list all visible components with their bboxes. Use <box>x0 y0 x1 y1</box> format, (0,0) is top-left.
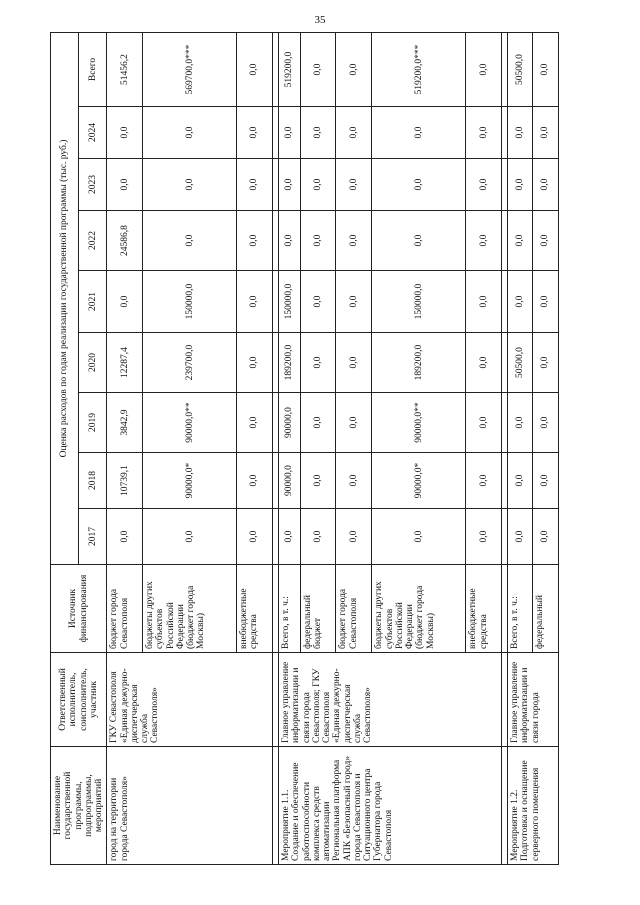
value-cell: 0,0 <box>466 509 502 565</box>
measure-executor: Главное управление информатизации и связи города Севастополя; ГКУ Севастополя «Единая дежурно-диспетчерская служба Севастополя» <box>279 653 502 747</box>
measure-name: Мероприятие 1.1. Создание и обеспечение работоспособности комплекса средств автоматизации Региональная платформа АПК «Безопасный город» города Севастополя и Ситуационного центра Губернатора города Севастополя <box>279 747 502 865</box>
value-cell: 0,0 <box>237 107 273 159</box>
value-cell: 0,0 <box>143 159 237 211</box>
value-cell: 150000,0 <box>279 271 301 333</box>
value-cell: 0,0 <box>508 393 533 453</box>
header-year: 2017 <box>79 509 107 565</box>
value-cell: 0,0 <box>279 159 301 211</box>
header-year: 2019 <box>79 393 107 453</box>
funding-source: федеральный бюджет <box>300 565 336 653</box>
header-source: Источник финансирования <box>51 565 107 653</box>
value-cell: 12287,4 <box>107 333 143 393</box>
header-total: Всего <box>79 32 107 106</box>
value-cell: 0,0 <box>107 509 143 565</box>
value-cell: 90000,0** <box>143 393 237 453</box>
value-cell: 90000,0* <box>143 453 237 509</box>
value-cell: 90000,0 <box>279 393 301 453</box>
value-cell: 0,0 <box>466 453 502 509</box>
value-cell: 0,0 <box>533 211 558 271</box>
value-cell: 0,0 <box>300 509 336 565</box>
value-cell: 0,0 <box>466 159 502 211</box>
value-cell: 90000,0* <box>372 453 466 509</box>
value-cell: 0,0 <box>279 107 301 159</box>
value-cell: 0,0 <box>279 509 301 565</box>
value-cell: 0,0 <box>300 271 336 333</box>
value-cell: 0,0 <box>336 393 372 453</box>
header-year: 2023 <box>79 159 107 211</box>
total-cell: 0,0 <box>237 32 273 106</box>
value-cell: 189200,0 <box>372 333 466 393</box>
value-cell: 0,0 <box>533 159 558 211</box>
value-cell: 10739,1 <box>107 453 143 509</box>
total-cell: 0,0 <box>533 32 558 106</box>
total-cell: 51456,2 <box>107 32 143 106</box>
value-cell: 0,0 <box>279 211 301 271</box>
total-cell: 569700,0*** <box>143 32 237 106</box>
value-cell: 24586,8 <box>107 211 143 271</box>
rotated-table-frame <box>50 33 551 865</box>
funding-source: бюджет города Севастополя <box>107 565 143 653</box>
value-cell: 0,0 <box>372 159 466 211</box>
value-cell: 0,0 <box>533 271 558 333</box>
total-cell: 519200,0 <box>279 32 301 106</box>
value-cell: 0,0 <box>533 333 558 393</box>
value-cell: 0,0 <box>533 107 558 159</box>
value-cell: 0,0 <box>336 509 372 565</box>
value-cell: 0,0 <box>300 393 336 453</box>
value-cell: 0,0 <box>107 271 143 333</box>
value-cell: 0,0 <box>336 211 372 271</box>
total-cell: 519200,0*** <box>372 32 466 106</box>
value-cell: 0,0 <box>508 159 533 211</box>
funding-source: внебюджетные средства <box>237 565 273 653</box>
value-cell: 0,0 <box>372 107 466 159</box>
value-cell: 0,0 <box>508 509 533 565</box>
value-cell: 0,0 <box>336 453 372 509</box>
value-cell: 0,0 <box>466 211 502 271</box>
value-cell: 0,0 <box>508 453 533 509</box>
value-cell: 0,0 <box>143 211 237 271</box>
total-cell: 0,0 <box>300 32 336 106</box>
header-name: Наименование государственной программы, подпрограммы, мероприятий <box>51 747 107 865</box>
rotated-table-wrapper <box>50 33 551 865</box>
value-cell: 0,0 <box>237 393 273 453</box>
value-cell: 0,0 <box>508 211 533 271</box>
value-cell: 0,0 <box>300 107 336 159</box>
value-cell: 150000,0 <box>143 271 237 333</box>
funding-source: федеральный <box>533 565 558 653</box>
value-cell: 0,0 <box>533 453 558 509</box>
total-cell: 0,0 <box>336 32 372 106</box>
header-year: 2018 <box>79 453 107 509</box>
value-cell: 0,0 <box>237 159 273 211</box>
table-row <box>508 32 533 864</box>
funding-source: бюджеты других субъектов Российской Федерации (бюджет города Москвы) <box>372 565 466 653</box>
value-cell: 0,0 <box>466 393 502 453</box>
value-cell: 239700,0 <box>143 333 237 393</box>
header-year: 2022 <box>79 211 107 271</box>
value-cell: 0,0 <box>237 333 273 393</box>
value-cell: 0,0 <box>237 271 273 333</box>
value-cell: 0,0 <box>533 509 558 565</box>
funding-source: Всего, в т. ч.: <box>508 565 533 653</box>
value-cell: 0,0 <box>300 159 336 211</box>
value-cell: 90000,0** <box>372 393 466 453</box>
header-estimate: Оценка расходов по годам реализации государственной программы (тыс. руб.) <box>51 32 79 564</box>
value-cell: 0,0 <box>300 453 336 509</box>
value-cell: 0,0 <box>107 159 143 211</box>
value-cell: 50500,0 <box>508 333 533 393</box>
value-cell: 0,0 <box>300 211 336 271</box>
value-cell: 0,0 <box>107 107 143 159</box>
value-cell: 0,0 <box>336 333 372 393</box>
total-cell: 50500,0 <box>508 32 533 106</box>
value-cell: 0,0 <box>508 107 533 159</box>
value-cell: 0,0 <box>466 333 502 393</box>
funding-source: бюджеты других субъектов Российской Федерации (бюджет города Москвы) <box>143 565 237 653</box>
header-year: 2020 <box>79 333 107 393</box>
value-cell: 0,0 <box>372 211 466 271</box>
table-row <box>279 32 301 864</box>
value-cell: 0,0 <box>143 107 237 159</box>
table-row <box>107 32 143 864</box>
page-number: 35 <box>314 14 326 26</box>
measure-name: Мероприятие 1.2. Подготовка и оснащение серверного помещения <box>508 747 559 865</box>
value-cell: 90000,0 <box>279 453 301 509</box>
program-name: город на территории города Севастополя» <box>107 747 273 865</box>
value-cell: 0,0 <box>143 509 237 565</box>
value-cell: 3842,9 <box>107 393 143 453</box>
header-year: 2021 <box>79 271 107 333</box>
value-cell: 0,0 <box>466 271 502 333</box>
budget-table <box>50 32 559 865</box>
value-cell: 0,0 <box>237 211 273 271</box>
value-cell: 0,0 <box>237 453 273 509</box>
value-cell: 0,0 <box>336 159 372 211</box>
value-cell: 0,0 <box>466 107 502 159</box>
value-cell: 0,0 <box>300 333 336 393</box>
value-cell: 0,0 <box>336 271 372 333</box>
program-executor: ГКУ Севастополя «Единая дежурно-диспетчерская служба Севастополя» <box>107 653 273 747</box>
funding-source: бюджет города Севастополя <box>336 565 372 653</box>
value-cell: 189200,0 <box>279 333 301 393</box>
value-cell: 0,0 <box>508 271 533 333</box>
funding-source: Всего, в т. ч.: <box>279 565 301 653</box>
value-cell: 150000,0 <box>372 271 466 333</box>
value-cell: 0,0 <box>372 509 466 565</box>
total-cell: 0,0 <box>466 32 502 106</box>
value-cell: 0,0 <box>237 509 273 565</box>
value-cell: 0,0 <box>533 393 558 453</box>
value-cell: 0,0 <box>336 107 372 159</box>
header-row-1 <box>51 32 79 864</box>
header-year: 2024 <box>79 107 107 159</box>
header-executor: Ответственный исполнитель, соисполнитель, участник <box>51 653 107 747</box>
measure-executor: Главное управление информатизации и связи города <box>508 653 559 747</box>
funding-source: внебюджетные средства <box>466 565 502 653</box>
